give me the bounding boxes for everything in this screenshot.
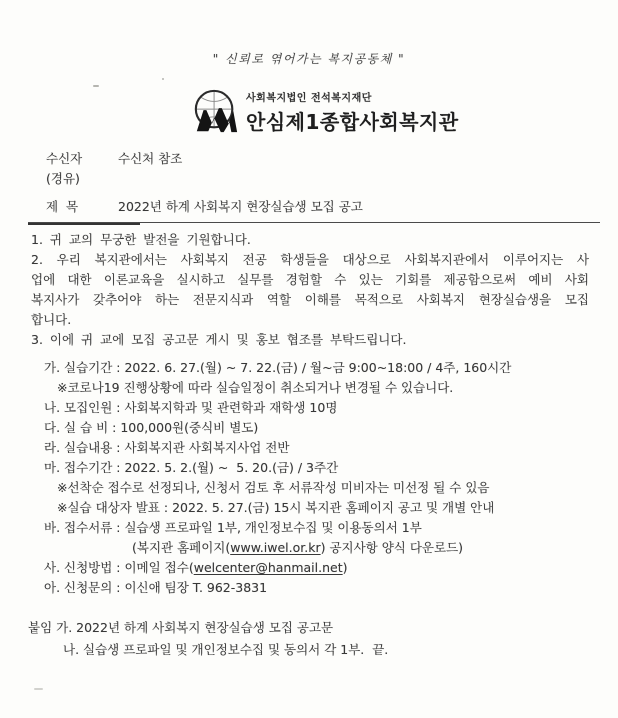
slogan-text: " 신뢰로 엮어가는 복지공동체 " (212, 52, 406, 66)
apply-prefix: 사. 신청방법 : 이메일 접수( (44, 560, 194, 575)
download-suffix: ) 공지사항 양식 다운로드) (320, 540, 464, 555)
subject-value: 2022년 하계 사회복지 현장실습생 모집 공고 (118, 199, 363, 214)
subject-row (46, 197, 363, 215)
attachments-block (28, 617, 388, 661)
content-line: 라. 실습내용 : 사회복지관 사회복지사업 전반 (44, 440, 290, 455)
scan-noise (93, 85, 99, 87)
body-text (31, 230, 589, 350)
application-period-line: 마. 접수기간 : 2022. 5. 2.(월) ~ 5. 20.(금) / 3주간 (44, 460, 339, 475)
selection-note-line: ※선착순 접수로 선정되나, 신청서 검토 후 서류작성 미비자는 미선정 될 수 있음 (57, 480, 490, 495)
request-paragraph: 3. 이에 귀 교에 모집 공고문 게시 및 홍보 협조를 부탁드립니다. (31, 332, 407, 347)
attachment-line-1: 붙임 가. 2022년 하계 사회복지 현장실습생 모집 공고문 (28, 620, 334, 635)
apply-suffix: ) (342, 560, 348, 575)
greeting-paragraph: 1. 귀 교의 무궁한 발전을 기원합니다. (31, 232, 251, 247)
via-label: (경유) (46, 171, 80, 186)
covid-note-line: ※코로나19 진행상황에 따라 실습일정이 취소되거나 변경될 수 있습니다. (57, 380, 454, 395)
contact-line: 아. 신청문의 : 이신애 팀장 T. 962-3831 (44, 580, 268, 595)
org-logo (192, 88, 459, 136)
website-link[interactable]: www.iwel.or.kr (230, 540, 321, 555)
apply-method-line (44, 558, 606, 578)
purpose-line: 합니다. (31, 312, 72, 327)
purpose-line: 업에 대한 이론교육을 실시하고 실무를 경험할 수 있는 기회를 제공함으로써 예비 사회 (31, 272, 589, 287)
scan-noise (162, 78, 164, 80)
globe-m-emblem-icon (192, 88, 240, 136)
subject-label: 제 목 (46, 199, 79, 214)
org-name-block (246, 89, 459, 135)
download-line (44, 538, 606, 558)
recipient-row (46, 149, 182, 169)
documents-line: 바. 접수서류 : 실습생 프로파일 1부, 개인정보수집 및 이용동의서 1부 (44, 520, 422, 535)
recipient-block (46, 149, 182, 189)
fee-line: 다. 실 습 비 : 100,000원(중식비 별도) (44, 420, 259, 435)
center-name: 안심제1종합사회복지관 (246, 110, 459, 134)
scan-noise (34, 688, 43, 690)
recipient-value: 수신처 참조 (118, 151, 183, 166)
recipient-label: 수신자 (46, 151, 83, 166)
attachment-line-2: 나. 실습생 프로파일 및 개인정보수집 및 동의서 각 1부. 끝. (63, 642, 389, 657)
purpose-line: 2. 우리 복지관에서는 사회복지 전공 학생들을 대상으로 사회복지관에서 이루어지는 사 (31, 252, 589, 267)
via-row (46, 169, 182, 189)
title-divider-left-segment (28, 223, 140, 225)
headcount-line: 나. 모집인원 : 사회복지학과 및 관련학과 재학생 10명 (44, 400, 338, 415)
notice-details (44, 358, 606, 598)
practice-period-line: 가. 실습기간 : 2022. 6. 27.(월) ~ 7. 22.(금) / 월~금 9:00~18:00 / 4주, 160시간 (44, 360, 512, 375)
purpose-line: 복지사가 갖추어야 하는 전문지식과 역할 이해를 목적으로 사회복지 현장실습생을 모집 (31, 292, 589, 307)
announcement-note-line: ※실습 대상자 발표 : 2022. 5. 27.(금) 15시 복지관 홈페이지 공고 및 개별 안내 (57, 500, 495, 515)
email-link[interactable]: welcenter@hanmail.net (193, 560, 343, 575)
foundation-name: 사회복지법인 전석복지재단 (246, 93, 372, 104)
download-prefix: (복지관 홈페이지( (132, 540, 231, 555)
